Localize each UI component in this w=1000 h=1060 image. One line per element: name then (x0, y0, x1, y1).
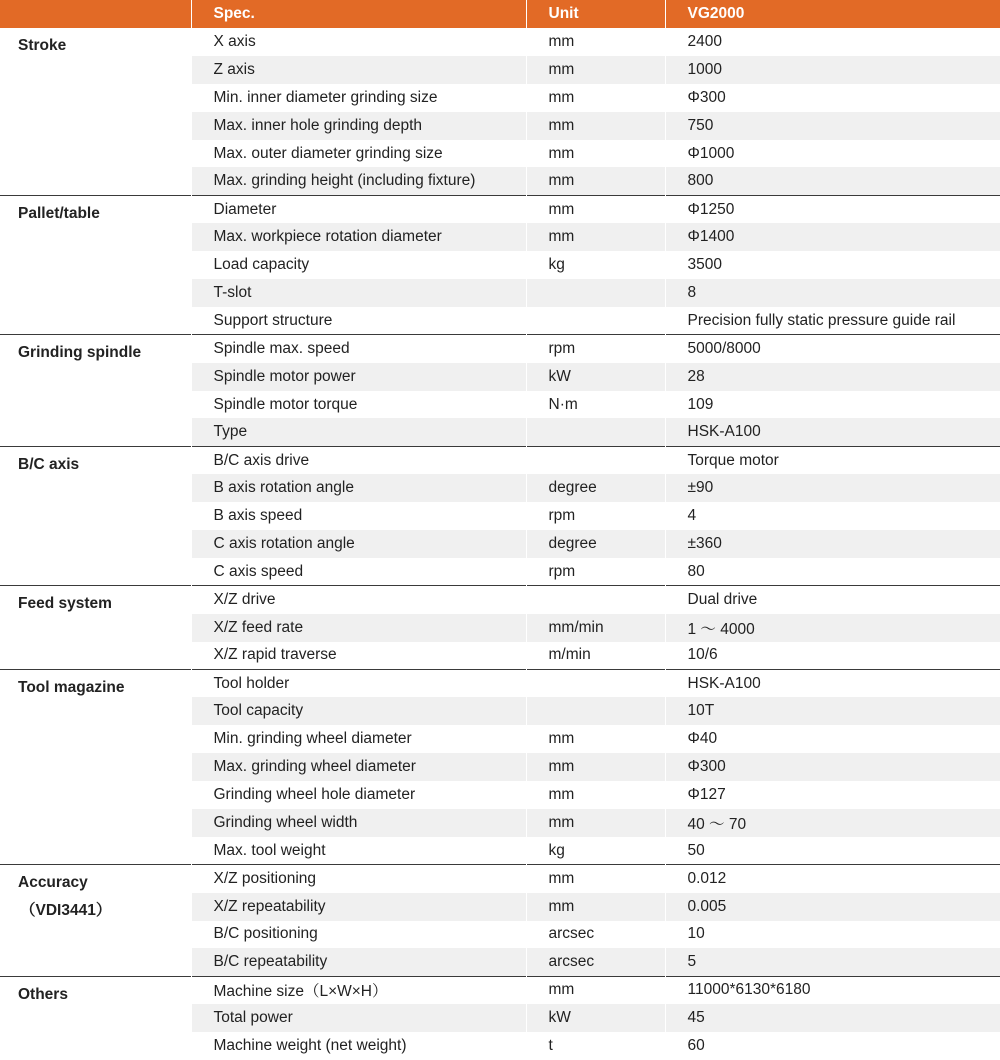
cell-spec: X axis (191, 28, 526, 56)
cell-unit (526, 669, 665, 697)
cell-spec: Diameter (191, 195, 526, 223)
cell-unit: mm (526, 865, 665, 893)
cell-spec: Spindle max. speed (191, 335, 526, 363)
table-row (0, 865, 1000, 893)
group-name: Feed system (18, 595, 112, 613)
cell-value: 11000*6130*6180 (665, 976, 1000, 1004)
group-subname: （VDI3441） (20, 902, 112, 920)
cell-value: Φ1400 (665, 223, 1000, 251)
cell-value: 0.005 (665, 893, 1000, 921)
cell-spec: T-slot (191, 279, 526, 307)
cell-spec: B/C axis drive (191, 446, 526, 474)
cell-value: 8 (665, 279, 1000, 307)
cell-unit: arcsec (526, 921, 665, 949)
cell-unit: m/min (526, 642, 665, 670)
cell-value: 28 (665, 363, 1000, 391)
table-row (0, 28, 1000, 56)
group-label (0, 669, 191, 864)
cell-value: Φ300 (665, 84, 1000, 112)
cell-spec: Spindle motor torque (191, 391, 526, 419)
cell-unit (526, 586, 665, 614)
table-body (0, 28, 1000, 1060)
cell-unit: rpm (526, 558, 665, 586)
cell-value: ±360 (665, 530, 1000, 558)
cell-spec: Tool holder (191, 669, 526, 697)
group-name: Pallet/table (18, 204, 100, 222)
group-name: Grinding spindle (18, 344, 142, 362)
cell-value: 4 (665, 502, 1000, 530)
cell-value: 109 (665, 391, 1000, 419)
cell-unit: rpm (526, 502, 665, 530)
table-row (0, 446, 1000, 474)
cell-spec: Total power (191, 1004, 526, 1032)
table-row (0, 335, 1000, 363)
cell-unit (526, 279, 665, 307)
cell-value: 2400 (665, 28, 1000, 56)
group-label (0, 195, 191, 334)
cell-spec: Load capacity (191, 251, 526, 279)
group-label (0, 28, 191, 195)
cell-unit: mm (526, 893, 665, 921)
cell-spec: Max. grinding wheel diameter (191, 753, 526, 781)
cell-unit: mm (526, 112, 665, 140)
cell-value: 5 (665, 948, 1000, 976)
cell-value: 50 (665, 837, 1000, 865)
cell-unit: mm (526, 56, 665, 84)
group-label (0, 335, 191, 447)
cell-spec: Max. outer diameter grinding size (191, 140, 526, 168)
cell-spec: Max. workpiece rotation diameter (191, 223, 526, 251)
cell-spec: Grinding wheel width (191, 809, 526, 837)
cell-spec: B/C repeatability (191, 948, 526, 976)
header-blank (0, 0, 191, 28)
table-row (0, 669, 1000, 697)
cell-value: Φ1000 (665, 140, 1000, 168)
cell-spec: Support structure (191, 307, 526, 335)
header-spec: Spec. (191, 0, 526, 28)
cell-spec: X/Z repeatability (191, 893, 526, 921)
cell-unit: mm (526, 753, 665, 781)
cell-value: Dual drive (665, 586, 1000, 614)
cell-unit: mm (526, 84, 665, 112)
cell-spec: X/Z feed rate (191, 614, 526, 642)
cell-unit: kW (526, 1004, 665, 1032)
cell-value: 10 (665, 921, 1000, 949)
table-row (0, 586, 1000, 614)
cell-unit (526, 418, 665, 446)
cell-spec: X/Z drive (191, 586, 526, 614)
cell-unit (526, 307, 665, 335)
cell-unit: mm/min (526, 614, 665, 642)
table-row (0, 195, 1000, 223)
cell-unit: mm (526, 223, 665, 251)
cell-value: 3500 (665, 251, 1000, 279)
cell-unit: kg (526, 251, 665, 279)
cell-value: 5000/8000 (665, 335, 1000, 363)
cell-unit: mm (526, 140, 665, 168)
cell-spec: B/C positioning (191, 921, 526, 949)
cell-spec: Min. inner diameter grinding size (191, 84, 526, 112)
cell-value: 1000 (665, 56, 1000, 84)
cell-unit (526, 446, 665, 474)
group-name: Tool magazine (18, 678, 125, 696)
cell-spec: Tool capacity (191, 697, 526, 725)
cell-unit (526, 697, 665, 725)
cell-spec: Max. tool weight (191, 837, 526, 865)
cell-value: 0.012 (665, 865, 1000, 893)
header-unit: Unit (526, 0, 665, 28)
group-name: Stroke (18, 37, 67, 54)
cell-value: 750 (665, 112, 1000, 140)
cell-unit: rpm (526, 335, 665, 363)
cell-spec: Machine size（L×W×H） (191, 976, 526, 1004)
cell-value: 45 (665, 1004, 1000, 1032)
cell-spec: C axis speed (191, 558, 526, 586)
cell-spec: Max. inner hole grinding depth (191, 112, 526, 140)
cell-unit: N·m (526, 391, 665, 419)
cell-spec: C axis rotation angle (191, 530, 526, 558)
cell-value: 40 ～ 70 (665, 809, 1000, 837)
cell-unit: mm (526, 725, 665, 753)
group-label (0, 865, 191, 977)
cell-spec: B axis speed (191, 502, 526, 530)
cell-value: 1 ～ 4000 (665, 614, 1000, 642)
cell-value: Φ40 (665, 725, 1000, 753)
cell-unit: mm (526, 28, 665, 56)
cell-value: Φ1250 (665, 195, 1000, 223)
cell-unit: t (526, 1032, 665, 1060)
cell-spec: Spindle motor power (191, 363, 526, 391)
group-name: B/C axis (18, 455, 80, 473)
cell-spec: Type (191, 418, 526, 446)
cell-spec: Machine weight (net weight) (191, 1032, 526, 1060)
cell-spec: B axis rotation angle (191, 474, 526, 502)
cell-unit: degree (526, 474, 665, 502)
cell-unit: mm (526, 167, 665, 195)
cell-spec: Min. grinding wheel diameter (191, 725, 526, 753)
cell-value: 10T (665, 697, 1000, 725)
table-header (0, 0, 1000, 28)
table-row (0, 976, 1000, 1004)
cell-unit: mm (526, 809, 665, 837)
cell-unit: arcsec (526, 948, 665, 976)
cell-value: 60 (665, 1032, 1000, 1060)
cell-unit: kW (526, 363, 665, 391)
group-name: Accuracy (18, 874, 88, 892)
cell-value: Precision fully static pressure guide rail (665, 307, 1000, 335)
cell-value: HSK-A100 (665, 669, 1000, 697)
cell-unit: degree (526, 530, 665, 558)
cell-value: Torque motor (665, 446, 1000, 474)
cell-value: HSK-A100 (665, 418, 1000, 446)
cell-value: ±90 (665, 474, 1000, 502)
cell-spec: Z axis (191, 56, 526, 84)
cell-unit: kg (526, 837, 665, 865)
cell-spec: Grinding wheel hole diameter (191, 781, 526, 809)
cell-spec: X/Z rapid traverse (191, 642, 526, 670)
cell-unit: mm (526, 976, 665, 1004)
group-label (0, 586, 191, 670)
header-model: VG2000 (665, 0, 1000, 28)
cell-spec: X/Z positioning (191, 865, 526, 893)
cell-value: 80 (665, 558, 1000, 586)
group-label (0, 446, 191, 585)
cell-value: 10/6 (665, 642, 1000, 670)
cell-value: 800 (665, 167, 1000, 195)
cell-value: Φ127 (665, 781, 1000, 809)
cell-unit: mm (526, 781, 665, 809)
cell-value: Φ300 (665, 753, 1000, 781)
cell-unit: mm (526, 195, 665, 223)
cell-spec: Max. grinding height (including fixture) (191, 167, 526, 195)
group-name: Others (18, 985, 68, 1003)
group-label (0, 976, 191, 1060)
